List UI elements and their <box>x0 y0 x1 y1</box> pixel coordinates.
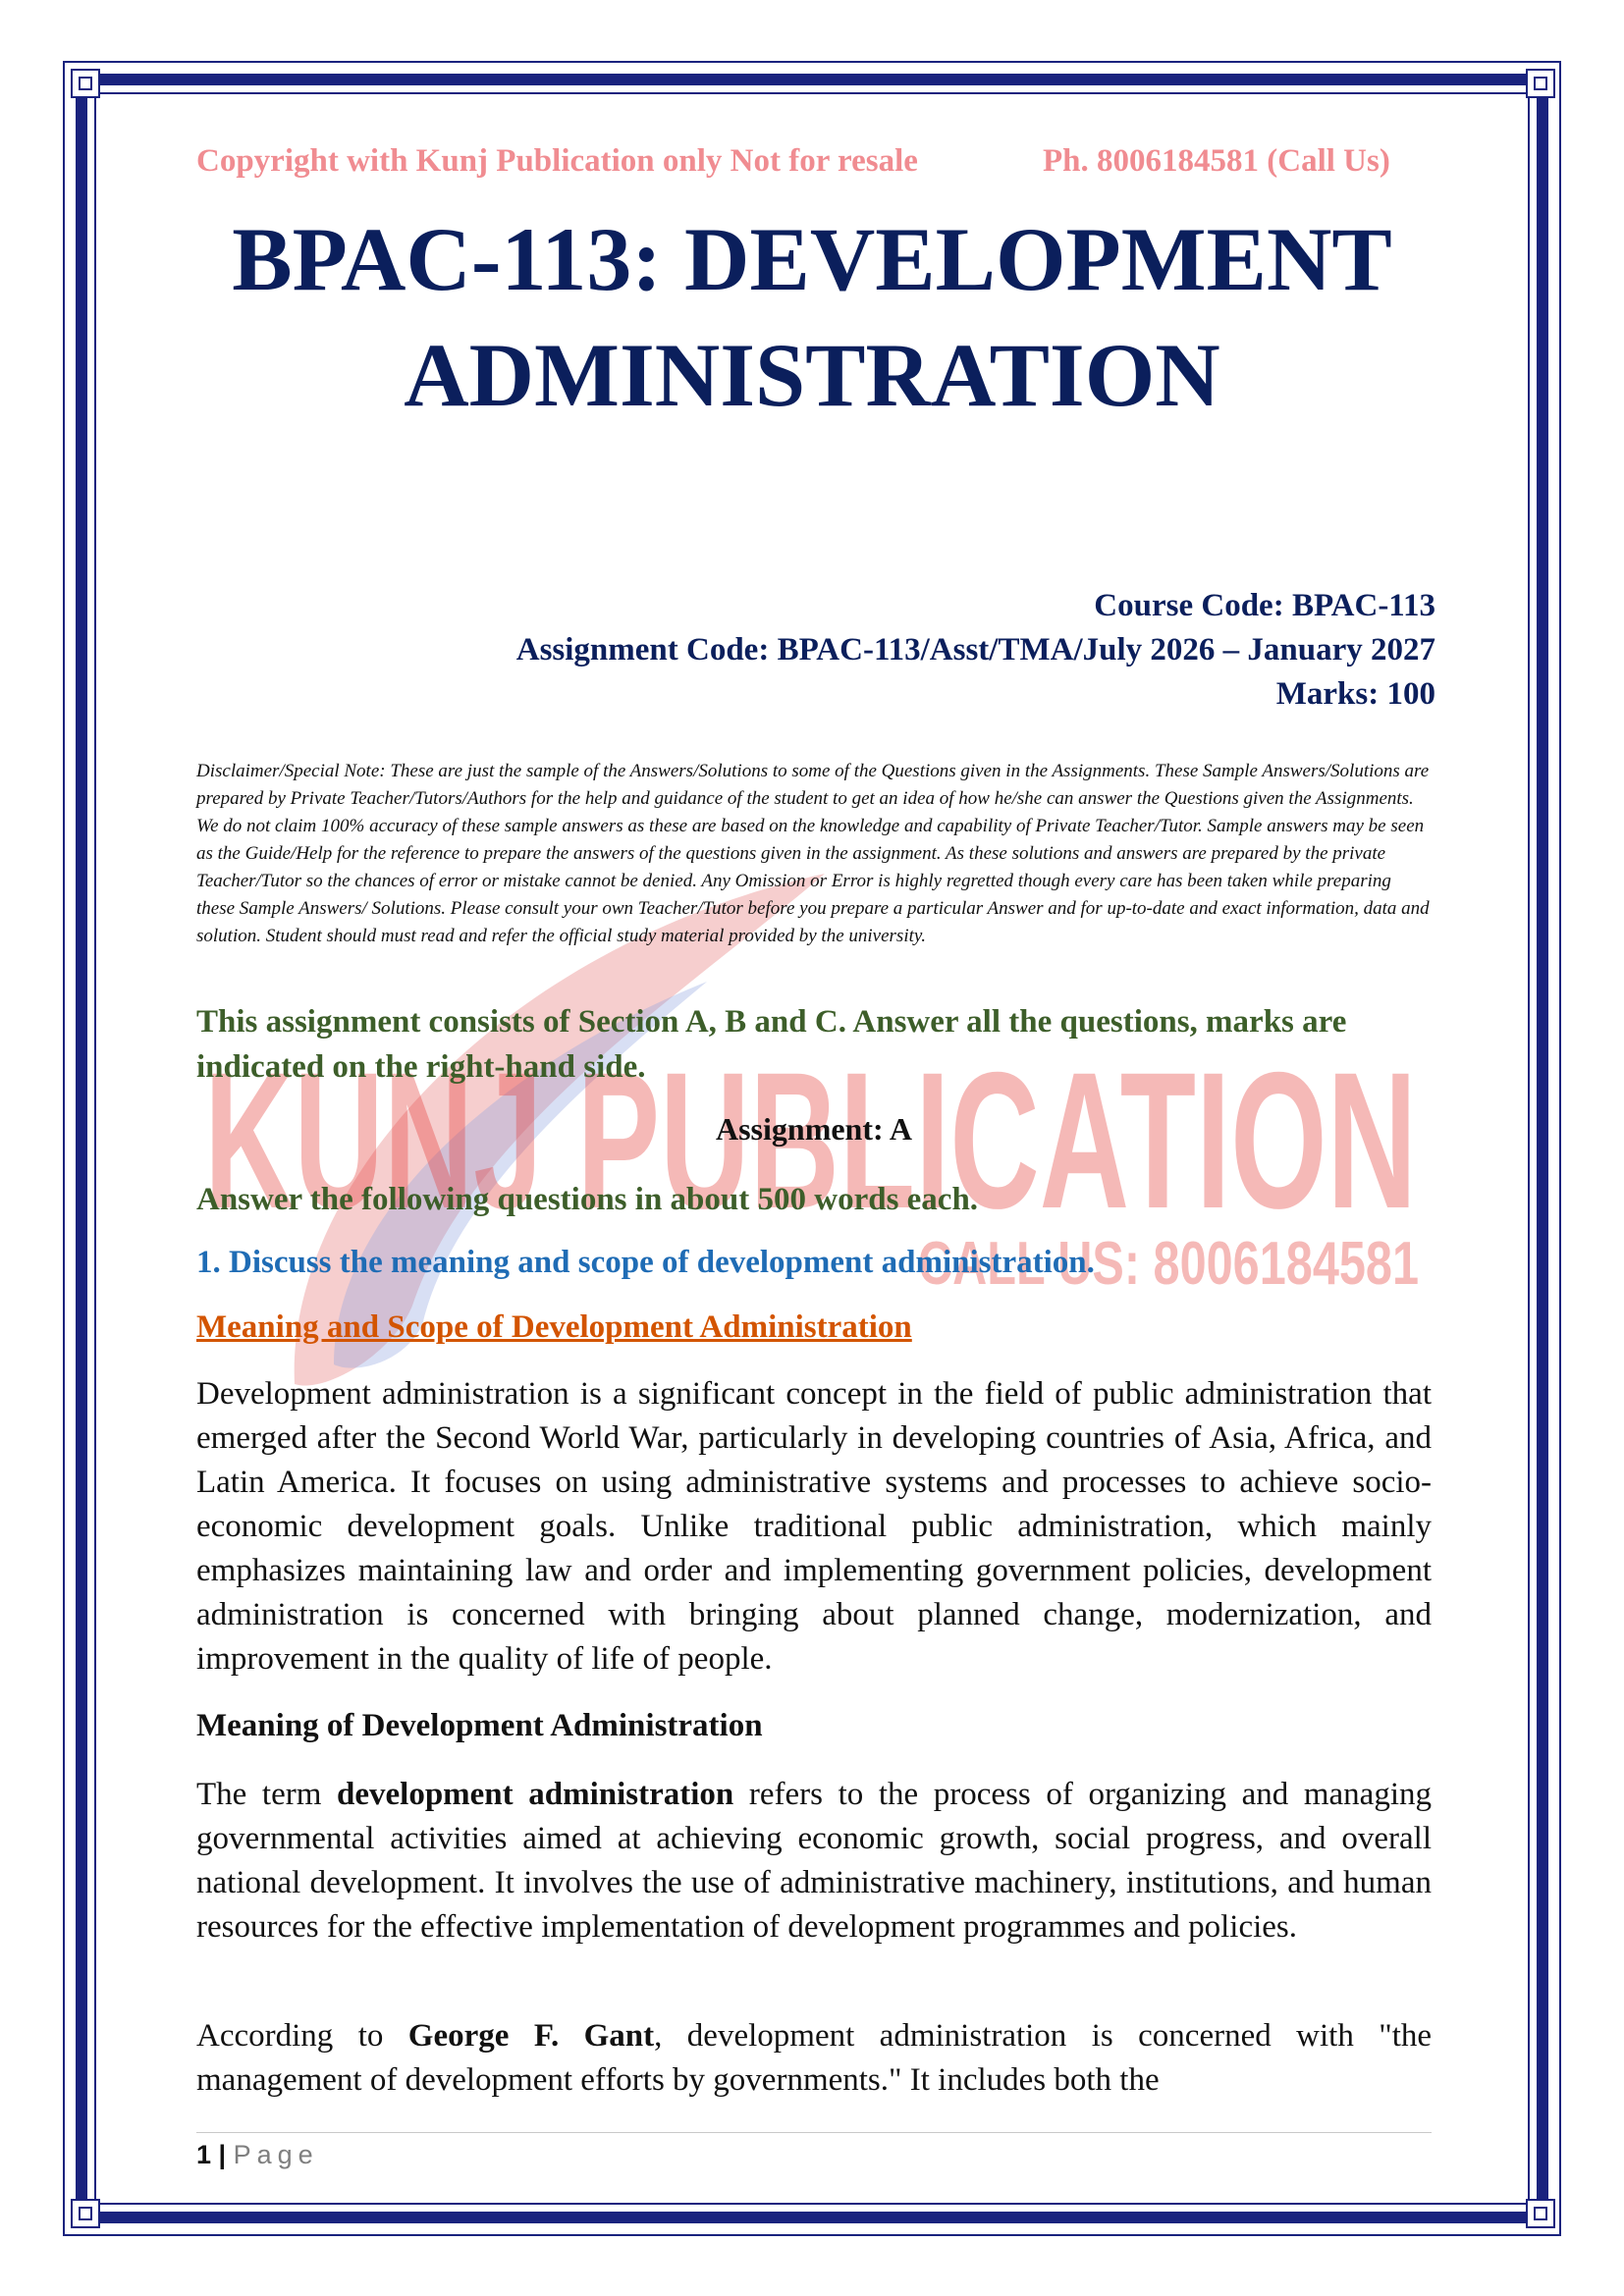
page-footer <box>196 2140 319 2170</box>
border-corner-top-left <box>71 69 100 98</box>
assignment-label: Assignment: A <box>715 1111 912 1147</box>
title-line-1: BPAC-113: DEVELOPMENT <box>232 209 1392 309</box>
term-bold: development administration <box>337 1777 734 1812</box>
assignment-meta <box>516 584 1435 717</box>
marks: Marks: 100 <box>1275 676 1435 712</box>
section-heading: Meaning and Scope of Development Administration <box>196 1309 912 1345</box>
answer-instruction: Answer the following questions in about 500 words each. <box>196 1182 979 1217</box>
question-1: 1. Discuss the meaning and scope of development administration. <box>196 1245 1095 1280</box>
phone-text: Ph. 8006184581 (Call Us) <box>1043 143 1390 179</box>
paragraph-3-start: According to <box>196 2018 408 2054</box>
assignment-code: Assignment Code: BPAC-113/Asst/TMA/July 2026 – January 2027 <box>515 632 1435 667</box>
border-corner-top-right <box>1526 69 1555 98</box>
watermark-call: CALL US: 8006184581 <box>918 1230 1419 1298</box>
copyright-line <box>196 143 1432 180</box>
document-title <box>157 201 1467 433</box>
border-corner-bottom-right <box>1526 2199 1555 2228</box>
course-code: Course Code: BPAC-113 <box>1094 588 1435 623</box>
instructions: This assignment consists of Section A, B and C. Answer all the questions, marks are indicated on the right-hand side. <box>196 1004 1347 1085</box>
page-number: 1 <box>196 2140 212 2169</box>
copyright-text: Copyright with Kunj Publication only Not for resale <box>196 143 918 179</box>
page-separator: | <box>218 2140 227 2169</box>
title-line-2: ADMINISTRATION <box>404 325 1220 425</box>
subheading: Meaning of Development Administration <box>196 1708 763 1743</box>
paragraph-3 <box>196 2014 1432 2103</box>
paragraph-2-start: The term <box>196 1777 337 1812</box>
border-corner-bottom-left <box>71 2199 100 2228</box>
paragraph-3-rest: , development administration is concerned with "the management of development efforts by governments." It includes both the <box>196 2018 1433 2098</box>
author-bold: George F. Gant <box>407 2018 655 2054</box>
paragraph-1: Development administration is a significant concept in the field of public administration that emerged after the Second World War, particularly in developing countries of Asia, Africa, and Latin America. It focuses on using administrative systems and processes to achieve socio-economic development goals. Unlike traditional public administration, which mainly emphasizes maintaining law and order and implementing government policies, development administration is concerned with bringing about planned change, modernization, and improvement in the quality of life of people. <box>196 1376 1432 1677</box>
disclaimer: Disclaimer/Special Note: These are just the sample of the Answers/Solutions to some of the Questions given in the Assignments. These Sample Answers/Solutions are prepared by Private Teacher/Tutors/Authors for the help and guidance of the student to get an idea of how he/she can answer the Questions given the Assignments. We do not claim 100% accuracy of these sample answers as these are based on the knowledge and capability of Private Teacher/Tutor. Sample answers may be seen as the Guide/Help for the reference to prepare the answers of the questions given in the assignment. As these solutions and answers are prepared by the private Teacher/Tutor so the chances of error or mistake cannot be denied. Any Omission or Error is highly regretted though every care has been taken while preparing these Sample Answers/ Solutions. Please consult your own Teacher/Tutor before you prepare a particular Answer and for up-to-date and exact information, data and solution. Student should must read and refer the official study material provided by the university. <box>196 761 1430 946</box>
paragraph-2 <box>196 1773 1432 1949</box>
paragraph-2-rest: refers to the process of organizing and managing governmental activities aimed at achieving economic growth, social progress, and overall national development. It involves the use of administrative machinery, institutions, and human resources for the effective implementation of development programmes and policies. <box>196 1777 1432 1945</box>
footer-divider <box>196 2132 1432 2133</box>
page-label: Page <box>233 2140 319 2169</box>
watermark-brand: KUNJ PUBLICATION <box>204 1032 1417 1249</box>
